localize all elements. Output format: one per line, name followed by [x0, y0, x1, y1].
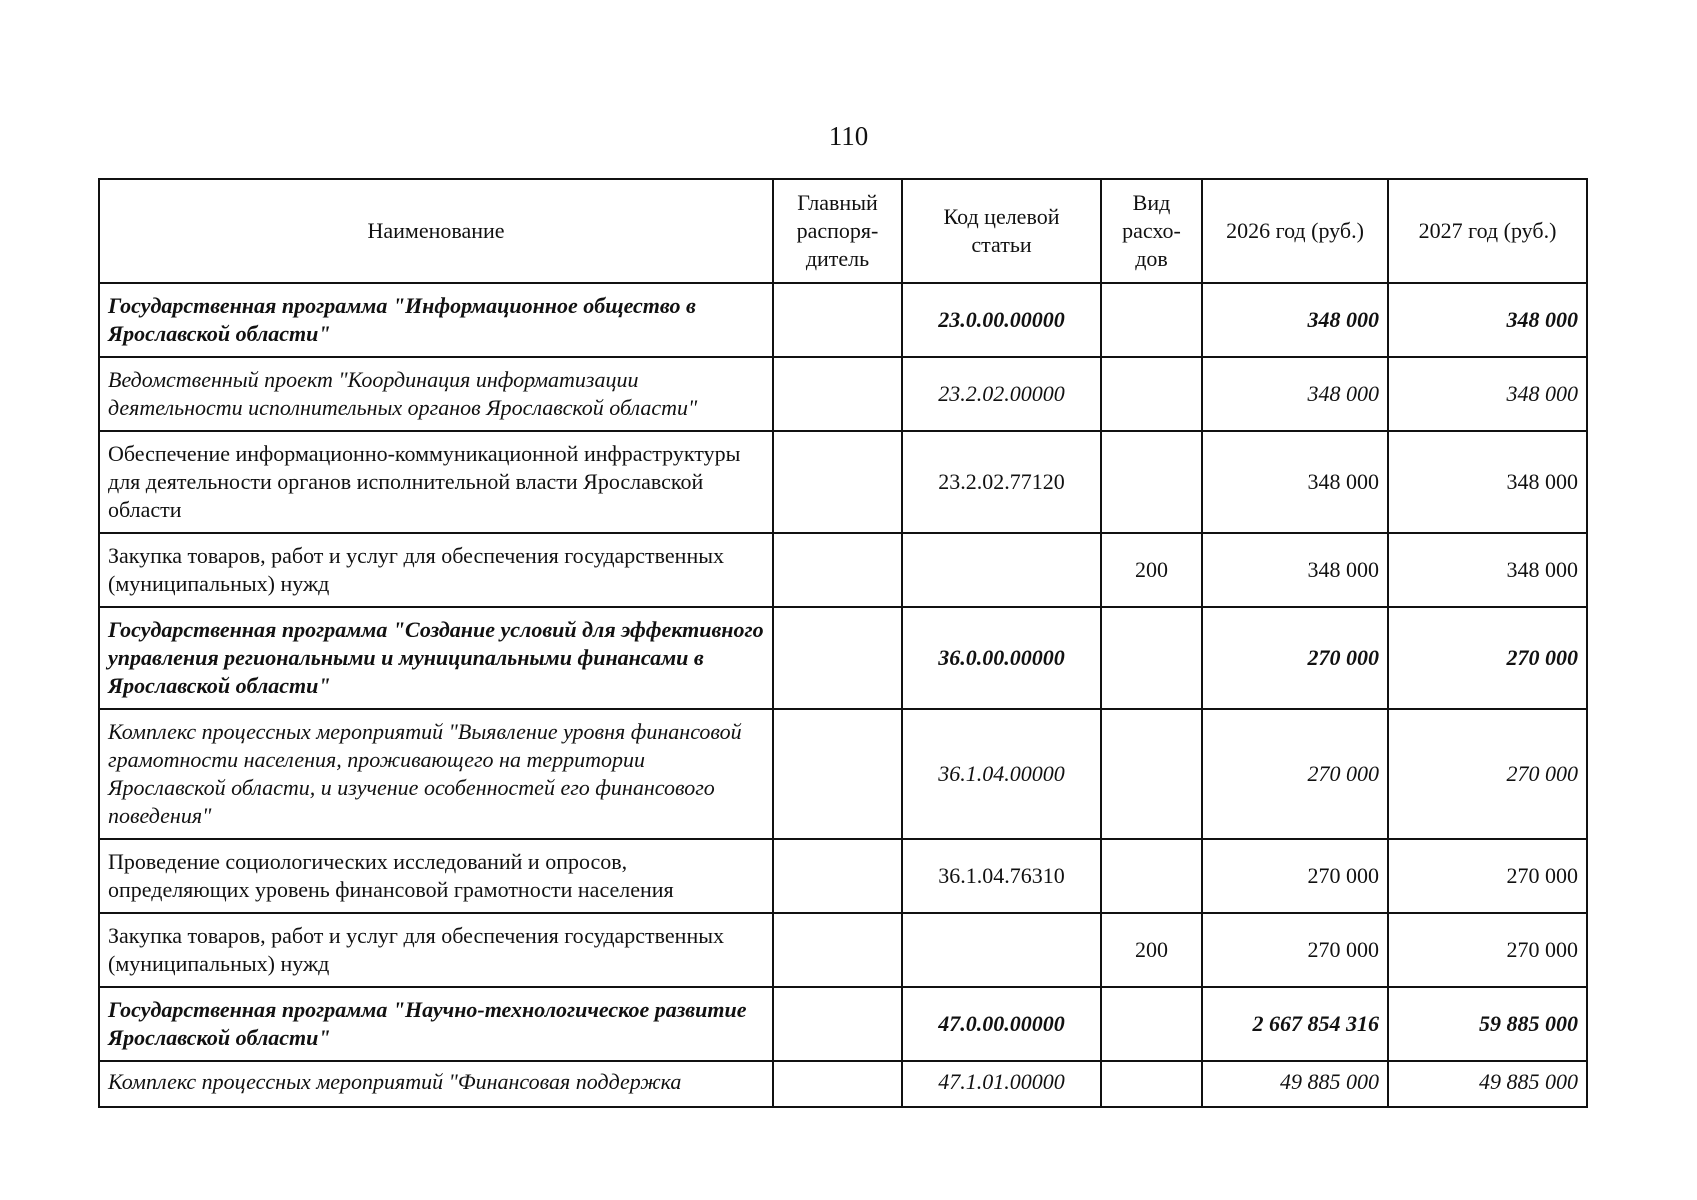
- cell-2027: 270 000: [1388, 913, 1587, 987]
- cell-name: Закупка товаров, работ и услуг для обеспечения государственных (муниципальных) нужд: [99, 533, 773, 607]
- cell-2026: 348 000: [1202, 431, 1388, 533]
- cell-code: 23.2.02.77120: [902, 431, 1101, 533]
- cell-2026: 348 000: [1202, 533, 1388, 607]
- cell-expense-type: [1101, 839, 1202, 913]
- header-expense-type: Вид расхо-дов: [1101, 179, 1202, 283]
- cell-2026: 270 000: [1202, 839, 1388, 913]
- cell-expense-type: [1101, 431, 1202, 533]
- cell-code: 23.2.02.00000: [902, 357, 1101, 431]
- table-row: [99, 1061, 1587, 1107]
- cell-manager: [773, 283, 902, 357]
- cell-expense-type: [1101, 357, 1202, 431]
- cell-2027: 59 885 000: [1388, 987, 1587, 1061]
- cell-code: 23.0.00.00000: [902, 283, 1101, 357]
- cell-2026: 270 000: [1202, 709, 1388, 839]
- cell-2027: 270 000: [1388, 607, 1587, 709]
- header-2026: 2026 год (руб.): [1202, 179, 1388, 283]
- header-2027: 2027 год (руб.): [1388, 179, 1587, 283]
- cell-code: [902, 533, 1101, 607]
- cell-expense-type: [1101, 709, 1202, 839]
- cell-name: Закупка товаров, работ и услуг для обеспечения государственных (муниципальных) нужд: [99, 913, 773, 987]
- page-number: 110: [828, 121, 869, 151]
- cell-2027: 348 000: [1388, 533, 1587, 607]
- table-body: [99, 283, 1587, 1107]
- cell-expense-type: 200: [1101, 533, 1202, 607]
- cell-manager: [773, 357, 902, 431]
- cell-name: Обеспечение информационно-коммуникационной инфраструктуры для деятельности органов исполнительной власти Ярославской области: [99, 431, 773, 533]
- table-row: [99, 607, 1587, 709]
- cell-manager: [773, 1061, 902, 1107]
- cell-2026: 270 000: [1202, 607, 1388, 709]
- cell-manager: [773, 913, 902, 987]
- cell-manager: [773, 987, 902, 1061]
- cell-2027: 348 000: [1388, 283, 1587, 357]
- cell-manager: [773, 709, 902, 839]
- cell-code: 47.0.00.00000: [902, 987, 1101, 1061]
- cell-manager: [773, 607, 902, 709]
- table-row: [99, 987, 1587, 1061]
- cell-code: 36.1.04.76310: [902, 839, 1101, 913]
- cell-name: Ведомственный проект "Координация информатизации деятельности исполнительных органов Ярославской области": [99, 357, 773, 431]
- cell-2027: 270 000: [1388, 709, 1587, 839]
- table-header-row: [99, 179, 1587, 283]
- cell-expense-type: [1101, 987, 1202, 1061]
- cell-name: Комплекс процессных мероприятий "Выявление уровня финансовой грамотности населения, проживающего на территории Ярославской области, и изучение особенностей его финансового поведения": [99, 709, 773, 839]
- cell-2026: 348 000: [1202, 357, 1388, 431]
- cell-name: Комплекс процессных мероприятий "Финансовая поддержка: [99, 1061, 773, 1107]
- table-row: [99, 431, 1587, 533]
- cell-expense-type: [1101, 1061, 1202, 1107]
- cell-manager: [773, 431, 902, 533]
- cell-2026: 270 000: [1202, 913, 1388, 987]
- cell-name: Государственная программа "Научно-технологическое развитие Ярославской области": [99, 987, 773, 1061]
- cell-code: 36.1.04.00000: [902, 709, 1101, 839]
- cell-manager: [773, 533, 902, 607]
- table-row: [99, 357, 1587, 431]
- header-code: Код целевой статьи: [902, 179, 1101, 283]
- cell-2027: 49 885 000: [1388, 1061, 1587, 1107]
- table-row: [99, 709, 1587, 839]
- cell-2027: 348 000: [1388, 431, 1587, 533]
- table-row: [99, 913, 1587, 987]
- cell-name: Проведение социологических исследований и опросов, определяющих уровень финансовой грамотности населения: [99, 839, 773, 913]
- cell-2026: 49 885 000: [1202, 1061, 1388, 1107]
- table-row: [99, 283, 1587, 357]
- cell-expense-type: [1101, 283, 1202, 357]
- cell-name: Государственная программа "Информационное общество в Ярославской области": [99, 283, 773, 357]
- cell-code: 47.1.01.00000: [902, 1061, 1101, 1107]
- cell-code: 36.0.00.00000: [902, 607, 1101, 709]
- header-name: Наименование: [99, 179, 773, 283]
- cell-expense-type: 200: [1101, 913, 1202, 987]
- table-row: [99, 533, 1587, 607]
- cell-2027: 270 000: [1388, 839, 1587, 913]
- cell-code: [902, 913, 1101, 987]
- table-row: [99, 839, 1587, 913]
- cell-2026: 348 000: [1202, 283, 1388, 357]
- cell-2026: 2 667 854 316: [1202, 987, 1388, 1061]
- cell-expense-type: [1101, 607, 1202, 709]
- cell-2027: 348 000: [1388, 357, 1587, 431]
- cell-manager: [773, 839, 902, 913]
- cell-name: Государственная программа "Создание условий для эффективного управления региональными и муниципальными финансами в Ярославской области": [99, 607, 773, 709]
- header-manager: Главный распоря-дитель: [773, 179, 902, 283]
- budget-table: [98, 178, 1588, 1108]
